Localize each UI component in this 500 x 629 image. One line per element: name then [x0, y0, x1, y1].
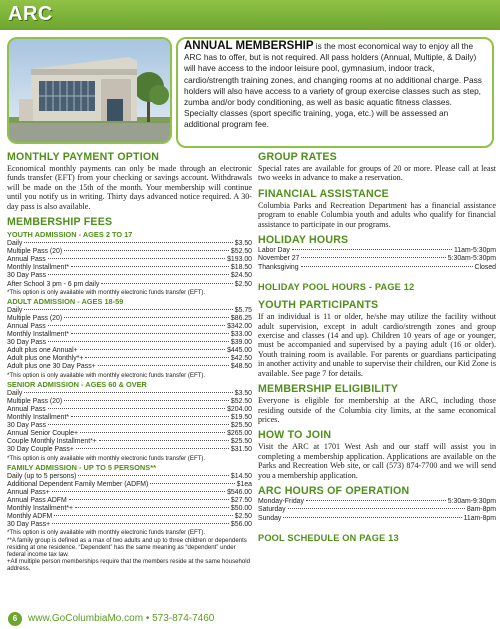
- annual-membership-title: ANNUAL MEMBERSHIP: [184, 40, 314, 52]
- fee-row: Multiple Pass (20) $52.50: [7, 248, 252, 256]
- monthly-payment-text: Economical monthly payments can only be made through an electronic funds transfer (EFT) from your checking or savings account. Withdrawals will be made on the 15th of the month. Your membership will continue until you notify us in writing. Thirty days advanced notice required. A 30-day pass is also available.: [7, 164, 252, 211]
- membership-eligibility-heading: MEMBERSHIP ELIGIBILITY: [258, 383, 399, 396]
- hours-row: Saturday 8am-8pm: [258, 506, 496, 514]
- hours-row: November 27 5:30am-5:30pm: [258, 255, 496, 263]
- adult-eft-note: *This option is only available with monthly electronic funds transfer (EFT).: [7, 371, 206, 379]
- fee-row: Daily $3.50: [7, 240, 252, 248]
- holiday-hours-list: [258, 247, 496, 272]
- fee-row: Additional Dependent Family Member (ADFM) $1ea: [7, 480, 252, 488]
- adult-admission-heading: ADULT ADMISSION - AGES 18-59: [7, 296, 124, 306]
- fee-row: 30 Day Couple Pass+ $31.50: [7, 446, 252, 454]
- senior-admission-heading: SENIOR ADMISSION - AGES 60 & OVER: [7, 379, 147, 389]
- fee-row: Annual Pass+ $546.00: [7, 488, 252, 496]
- right-column: [258, 150, 496, 545]
- header-band: [0, 0, 500, 30]
- arc-hours-heading: ARC HOURS OF OPERATION: [258, 484, 410, 497]
- fee-row: Monthly Installment* $33.00: [7, 331, 252, 339]
- left-column: [7, 150, 252, 573]
- financial-assistance-heading: FINANCIAL ASSISTANCE: [258, 187, 389, 200]
- household-address-note: +All multiple person memberships require that the members reside at the same household address.: [7, 558, 251, 573]
- financial-assistance-text: Columbia Parks and Recreation Department has a financial assistance program to enable Columbia youth and adults who qualify for financial assistance to participate in our programs.: [258, 200, 496, 229]
- fee-row: Annual Pass $342.00: [7, 322, 252, 330]
- arc-hours-list: [258, 498, 496, 523]
- fee-row: Adult plus one 30 Day Pass+ $48.50: [7, 363, 252, 371]
- fee-row: Annual Pass ADFM $27.50: [7, 496, 252, 504]
- footer-contact: www.GoColumbiaMo.com • 573-874-7460: [28, 613, 215, 624]
- youth-participants-text: If an individual is 11 or older, he/she may utilize the facility without adult supervision, except in adult cardio/strength zones and group exercise and classes (14 and up). Children 10 years of age or younger, must be accompanied and supervised by a paying adult (16 or older). Youth training room is available. For parents or guardians participating in another activity and unable to supervise their children, our Kid Zone is available. See page 7 for details.: [258, 312, 496, 378]
- page-title: ARC: [8, 3, 53, 25]
- family-eft-note: *This option is only available with monthly electronic funds transfer (EFT).: [7, 529, 206, 537]
- monthly-payment-heading: MONTHLY PAYMENT OPTION: [7, 151, 160, 163]
- youth-participants-heading: YOUTH PARTICIPANTS: [258, 299, 379, 312]
- arc-building-photo: [7, 37, 172, 144]
- fee-row: 30 Day Pass $39.00: [7, 339, 252, 347]
- footer: [0, 612, 500, 629]
- fee-row: Annual Pass $204.00: [7, 405, 252, 413]
- hours-row: Labor Day 11am-5:30pm: [258, 247, 496, 255]
- hours-row: Thanksgiving Closed: [258, 263, 496, 271]
- annual-membership-text: is the most economical way to enjoy all the ARC has to offer, but is not required. All pass holders (Annual, Multiple, & Daily) will have access to the indoor leisure pool, gymnasium, indoor track, cardio/strength training zones, and changing rooms at no additional charge. Pass holders will also have access to a variety of group exercise classes such as step, zumba and/or body conditioning, as well as basic aquatic fitness classes. Specialty classes (sport specific training, yoga, etc.) will be assessed an additional program fee.: [184, 41, 482, 130]
- family-admission-heading: FAMILY ADMISSION - UP TO 5 PERSONS**: [7, 462, 156, 472]
- fee-row: Annual Pass $193.00: [7, 256, 252, 264]
- group-rates-text: Special rates are available for groups of 20 or more. Please call at least two weeks in advance to make a reservation.: [258, 164, 496, 183]
- fee-row: Daily (up to 5 persons) $14.50: [7, 472, 252, 480]
- family-definition-note: **A family group is defined as a max of two adults and up to three children or dependents residing at one residence. “Dependent” has the same meaning as “dependent” under federal income tax law.: [7, 536, 247, 558]
- membership-fees-heading: MEMBERSHIP FEES: [7, 216, 113, 229]
- fee-row: Monthly Installment*+ $50.00: [7, 505, 252, 513]
- holiday-hours-heading: HOLIDAY HOURS: [258, 234, 349, 247]
- hours-row: Sunday 11am-8pm: [258, 514, 496, 522]
- fee-row: After School 3 pm - 6 pm daily $2.50: [7, 280, 252, 288]
- fee-row: Daily $5.75: [7, 306, 252, 314]
- membership-eligibility-text: Everyone is eligible for membership at the ARC, including those residing outside of the Columbia city limits, at the same economical prices.: [258, 396, 496, 424]
- fee-row: Couple Monthly Installment*+ $25.50: [7, 438, 252, 446]
- senior-eft-note: *This option is only available with monthly electronic funds transfer (EFT).: [7, 454, 206, 462]
- page-number: 6: [8, 612, 22, 626]
- fee-row: 30 Day Pass $24.50: [7, 272, 252, 280]
- how-to-join-heading: HOW TO JOIN: [258, 429, 332, 442]
- youth-admission-heading: YOUTH ADMISSION - AGES 2 TO 17: [7, 230, 133, 240]
- fee-row: Adult plus one Monthly*+ $42.50: [7, 355, 252, 363]
- senior-fee-list: [7, 390, 252, 455]
- fee-row: Multiple Pass (20) $86.25: [7, 314, 252, 322]
- fee-row: Multiple Pass (20) $52.50: [7, 397, 252, 405]
- fee-row: Adult plus one Annual+ $445.00: [7, 347, 252, 355]
- family-fee-list: [7, 473, 252, 530]
- fee-row: 30 Day Pass+ $56.00: [7, 521, 252, 529]
- pool-schedule-reference: POOL SCHEDULE ON PAGE 13: [258, 533, 399, 544]
- fee-row: Monthly Installment* $18.50: [7, 264, 252, 272]
- group-rates-heading: GROUP RATES: [258, 151, 337, 163]
- fee-row: Monthly ADFM $2.50: [7, 513, 252, 521]
- how-to-join-text: Visit the ARC at 1701 West Ash and our staff will assist you in completing a membership application. Applications are available on the Parks and Recreation Web site, or call (573) 874-7700 and we will send you a membership application.: [258, 442, 496, 480]
- fee-row: Daily $3.50: [7, 389, 252, 397]
- adult-fee-list: [7, 307, 252, 372]
- hours-row: Monday-Friday 5:30am-9:30pm: [258, 497, 496, 505]
- fee-row: Annual Senior Couple+ $265.00: [7, 430, 252, 438]
- youth-eft-note: *This option is only available with monthly electronic funds transfer (EFT).: [7, 288, 206, 296]
- fee-row: 30 Day Pass $25.50: [7, 422, 252, 430]
- holiday-pool-hours-reference: HOLIDAY POOL HOURS - PAGE 12: [258, 282, 415, 293]
- annual-membership-box: [176, 37, 494, 148]
- youth-fee-list: [7, 240, 252, 289]
- fee-row: Monthly Installment* $19.50: [7, 414, 252, 422]
